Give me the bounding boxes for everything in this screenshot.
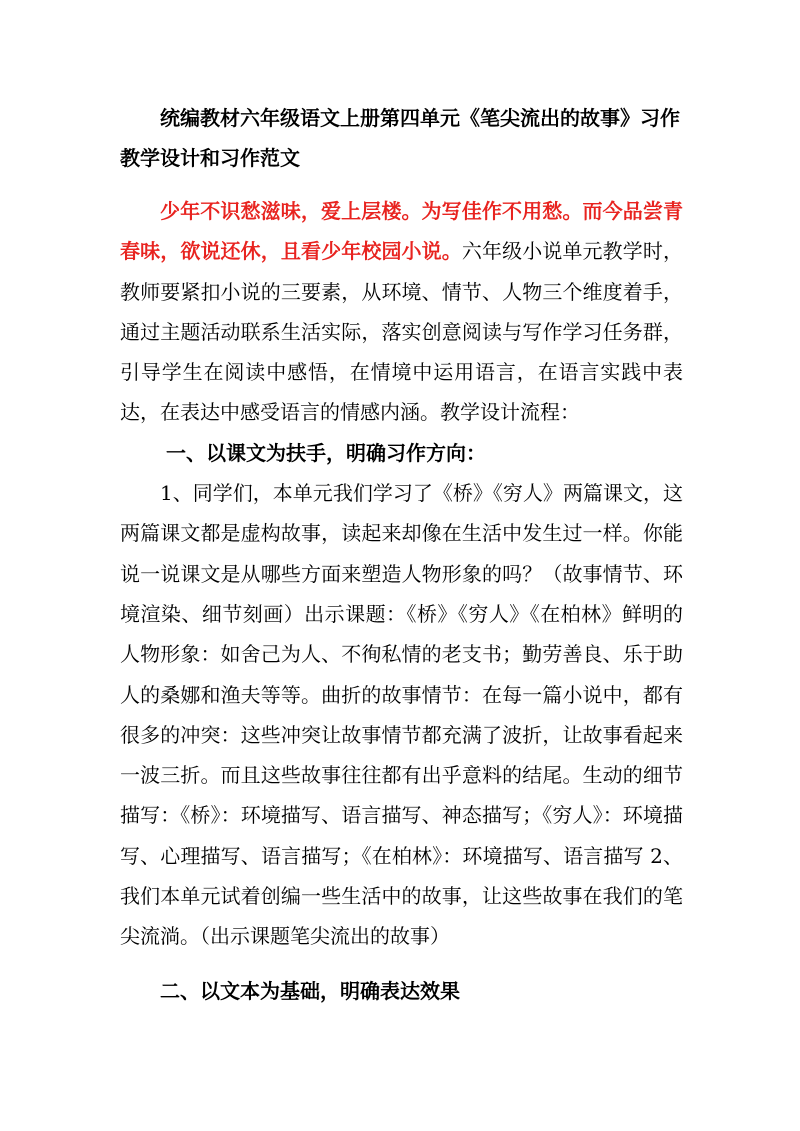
document-title: 统编教材六年级语文上册第四单元《笔尖流出的故事》习作教学设计和习作范文 <box>120 106 680 170</box>
intro-highlight-text: 少年不识愁滋味，爱上层楼。为写佳作不用愁。而今品尝青春味，欲说还休，且看少年校园小说。 <box>120 199 683 264</box>
section-1-heading: 一、以课文为扶手，明确习作方向： <box>166 440 486 465</box>
document-page <box>120 98 683 1011</box>
intro-paragraph <box>120 191 683 433</box>
section-1-paragraph: 1、同学们，本单元我们学习了《桥》《穷人》两篇课文，这两篇课文都是虚构故事，读起来却像在生活中发生过一样。你能说一说课文是从哪些方面来塑造人物形象的吗？（故事情节、环境渲染、细节刻画）出示课题：《桥》《穷人》《在柏林》鲜明的人物形象：如舍己为人、不徇私情的老支书；勤劳善良、乐于助人的桑娜和渔夫等等。曲折的故事情节：在每一篇小说中，都有很多的冲突：这些冲突让故事情节都充满了波折，让故事看起来一波三折。而且这些故事往往都有出乎意料的结尾。生动的细节描写：《桥》：环境描写、语言描写、神态描写；《穷人》：环境描写、心理描写、语言描写；《在柏林》：环境描写、语言描写 2、我们本单元试着创编一些生活中的故事，让这些故事在我们的笔尖流淌。（出示课题笔尖流出的故事） <box>120 481 683 949</box>
section-2-heading: 二、以文本为基础，明确表达效果 <box>160 978 460 1003</box>
intro-body-text: 六年级小说单元教学时，教师要紧扣小说的三要素，从环境、情节、人物三个维度着手，通过主题活动联系生活实际，落实创意阅读与写作学习任务群，引导学生在阅读中感悟，在情境中运用语言，在语言实践中表达，在表达中感受语言的情感内涵。教学设计流程： <box>120 239 684 425</box>
